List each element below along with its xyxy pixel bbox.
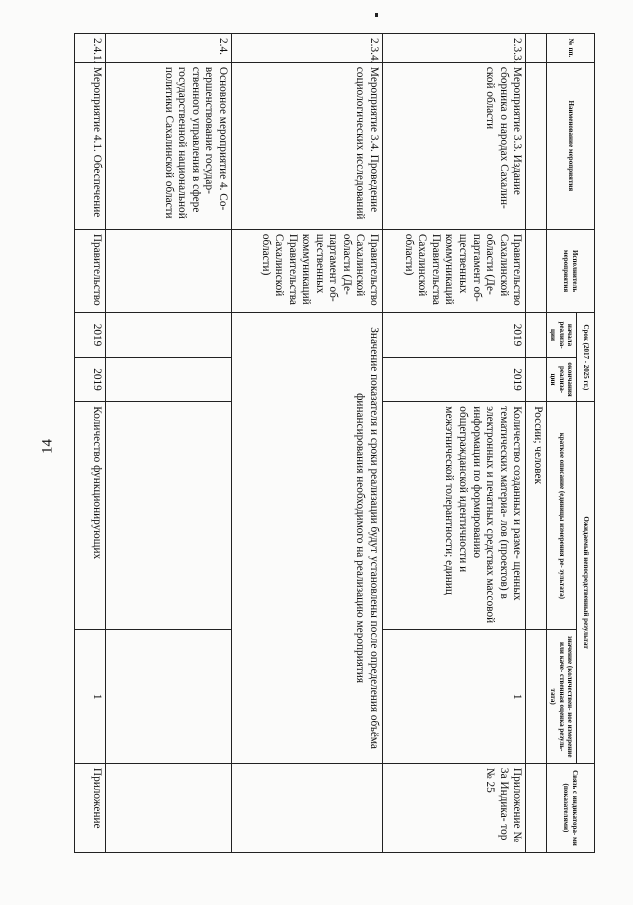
cell-num	[526, 34, 547, 63]
cell-value	[526, 630, 547, 764]
header-name: Наименование мероприятия	[547, 62, 595, 229]
header-result-desc: краткое описание (единицы измерения ре- зультата)	[547, 402, 577, 630]
table-row	[75, 34, 106, 853]
cell-end: 2019	[382, 357, 525, 402]
cell-desc	[106, 402, 231, 630]
page-number: 14	[39, 439, 56, 454]
cell-num: 2.4.1.	[75, 34, 106, 63]
cell-end: 2019	[75, 357, 106, 402]
header-result-value: значение (количествен- ное измерение или каче- ственная оценка резуль- тата)	[547, 630, 577, 764]
cell-executor	[106, 229, 231, 312]
header-result: Ожидаемый непосредственный результат	[577, 402, 595, 764]
cell-merged-note: Значение показателя и сроки реализации будут установлены после определения объёма финансирования необходимого на реализацию мероприятия	[231, 313, 382, 764]
cell-executor: Правительство Сахалинской области (Де- партамент об- щественных коммуникаций Правительства Сахалинской области)	[382, 229, 525, 312]
cell-name: Мероприятие 3.3. Издание сборника о народах Сахалин- ской области	[382, 62, 525, 229]
cell-value: 1	[75, 630, 106, 764]
cell-num: 2.4.	[106, 34, 231, 63]
header-num: № пп.	[547, 34, 595, 63]
cell-link: Приложение № 3а Индика- тор № 25	[382, 763, 525, 852]
cell-value	[106, 630, 231, 764]
cell-name: Мероприятие 3.4. Проведение социологических исследований	[231, 62, 382, 229]
cell-link	[106, 763, 231, 852]
table-row	[382, 34, 525, 853]
scan-speck	[375, 13, 378, 17]
header-link: Связь с индикатора- ми (показателями)	[547, 763, 595, 852]
cell-start	[526, 313, 547, 358]
cell-executor	[526, 229, 547, 312]
cell-num: 2.3.3.	[382, 34, 525, 63]
cell-end	[106, 357, 231, 402]
table-row	[106, 34, 231, 853]
cell-executor: Правительство	[75, 229, 106, 312]
cell-desc: Количество созданных и разме- щенных тематических материа- лов (проектов) в электронных и печатных средствах массовой информации по формированию общегражданской идентичности и межэтнической толерантности; единиц	[382, 402, 525, 630]
header-row-1	[577, 34, 595, 853]
header-executor: Исполнитель мероприятия	[547, 229, 595, 312]
cell-name	[526, 62, 547, 229]
cell-start: 2019	[382, 313, 525, 358]
cell-end	[526, 357, 547, 402]
cell-desc: России; человек	[526, 402, 547, 630]
cell-desc: Количество функционирующих	[75, 402, 106, 630]
cell-start: 2019	[75, 313, 106, 358]
cell-num: 2.3.4.	[231, 34, 382, 63]
cell-start	[106, 313, 231, 358]
cell-link	[526, 763, 547, 852]
cell-executor: Правительство Сахалинской области (Де- партамент об- щественных коммуникаций Правительства Сахалинской области)	[231, 229, 382, 312]
cell-link	[231, 763, 382, 852]
cell-link: Приложение	[75, 763, 106, 852]
cell-value: 1	[382, 630, 525, 764]
table-row	[526, 34, 547, 853]
header-term-start: начала реализа- ции	[547, 313, 577, 358]
rotated-table-wrapper	[74, 33, 595, 853]
cell-name: Основное мероприятие 4. Со- вершенствование государ- ственного управления в сфере государственной национальной политики Сахалинской области	[106, 62, 231, 229]
table-row	[231, 34, 382, 853]
cell-name: Мероприятие 4.1. Обеспечение	[75, 62, 106, 229]
events-table	[74, 33, 595, 853]
header-term-end: окончания реализа- ции	[547, 357, 577, 402]
header-term: Срок (2017 - 2025 гг.)	[577, 313, 595, 402]
